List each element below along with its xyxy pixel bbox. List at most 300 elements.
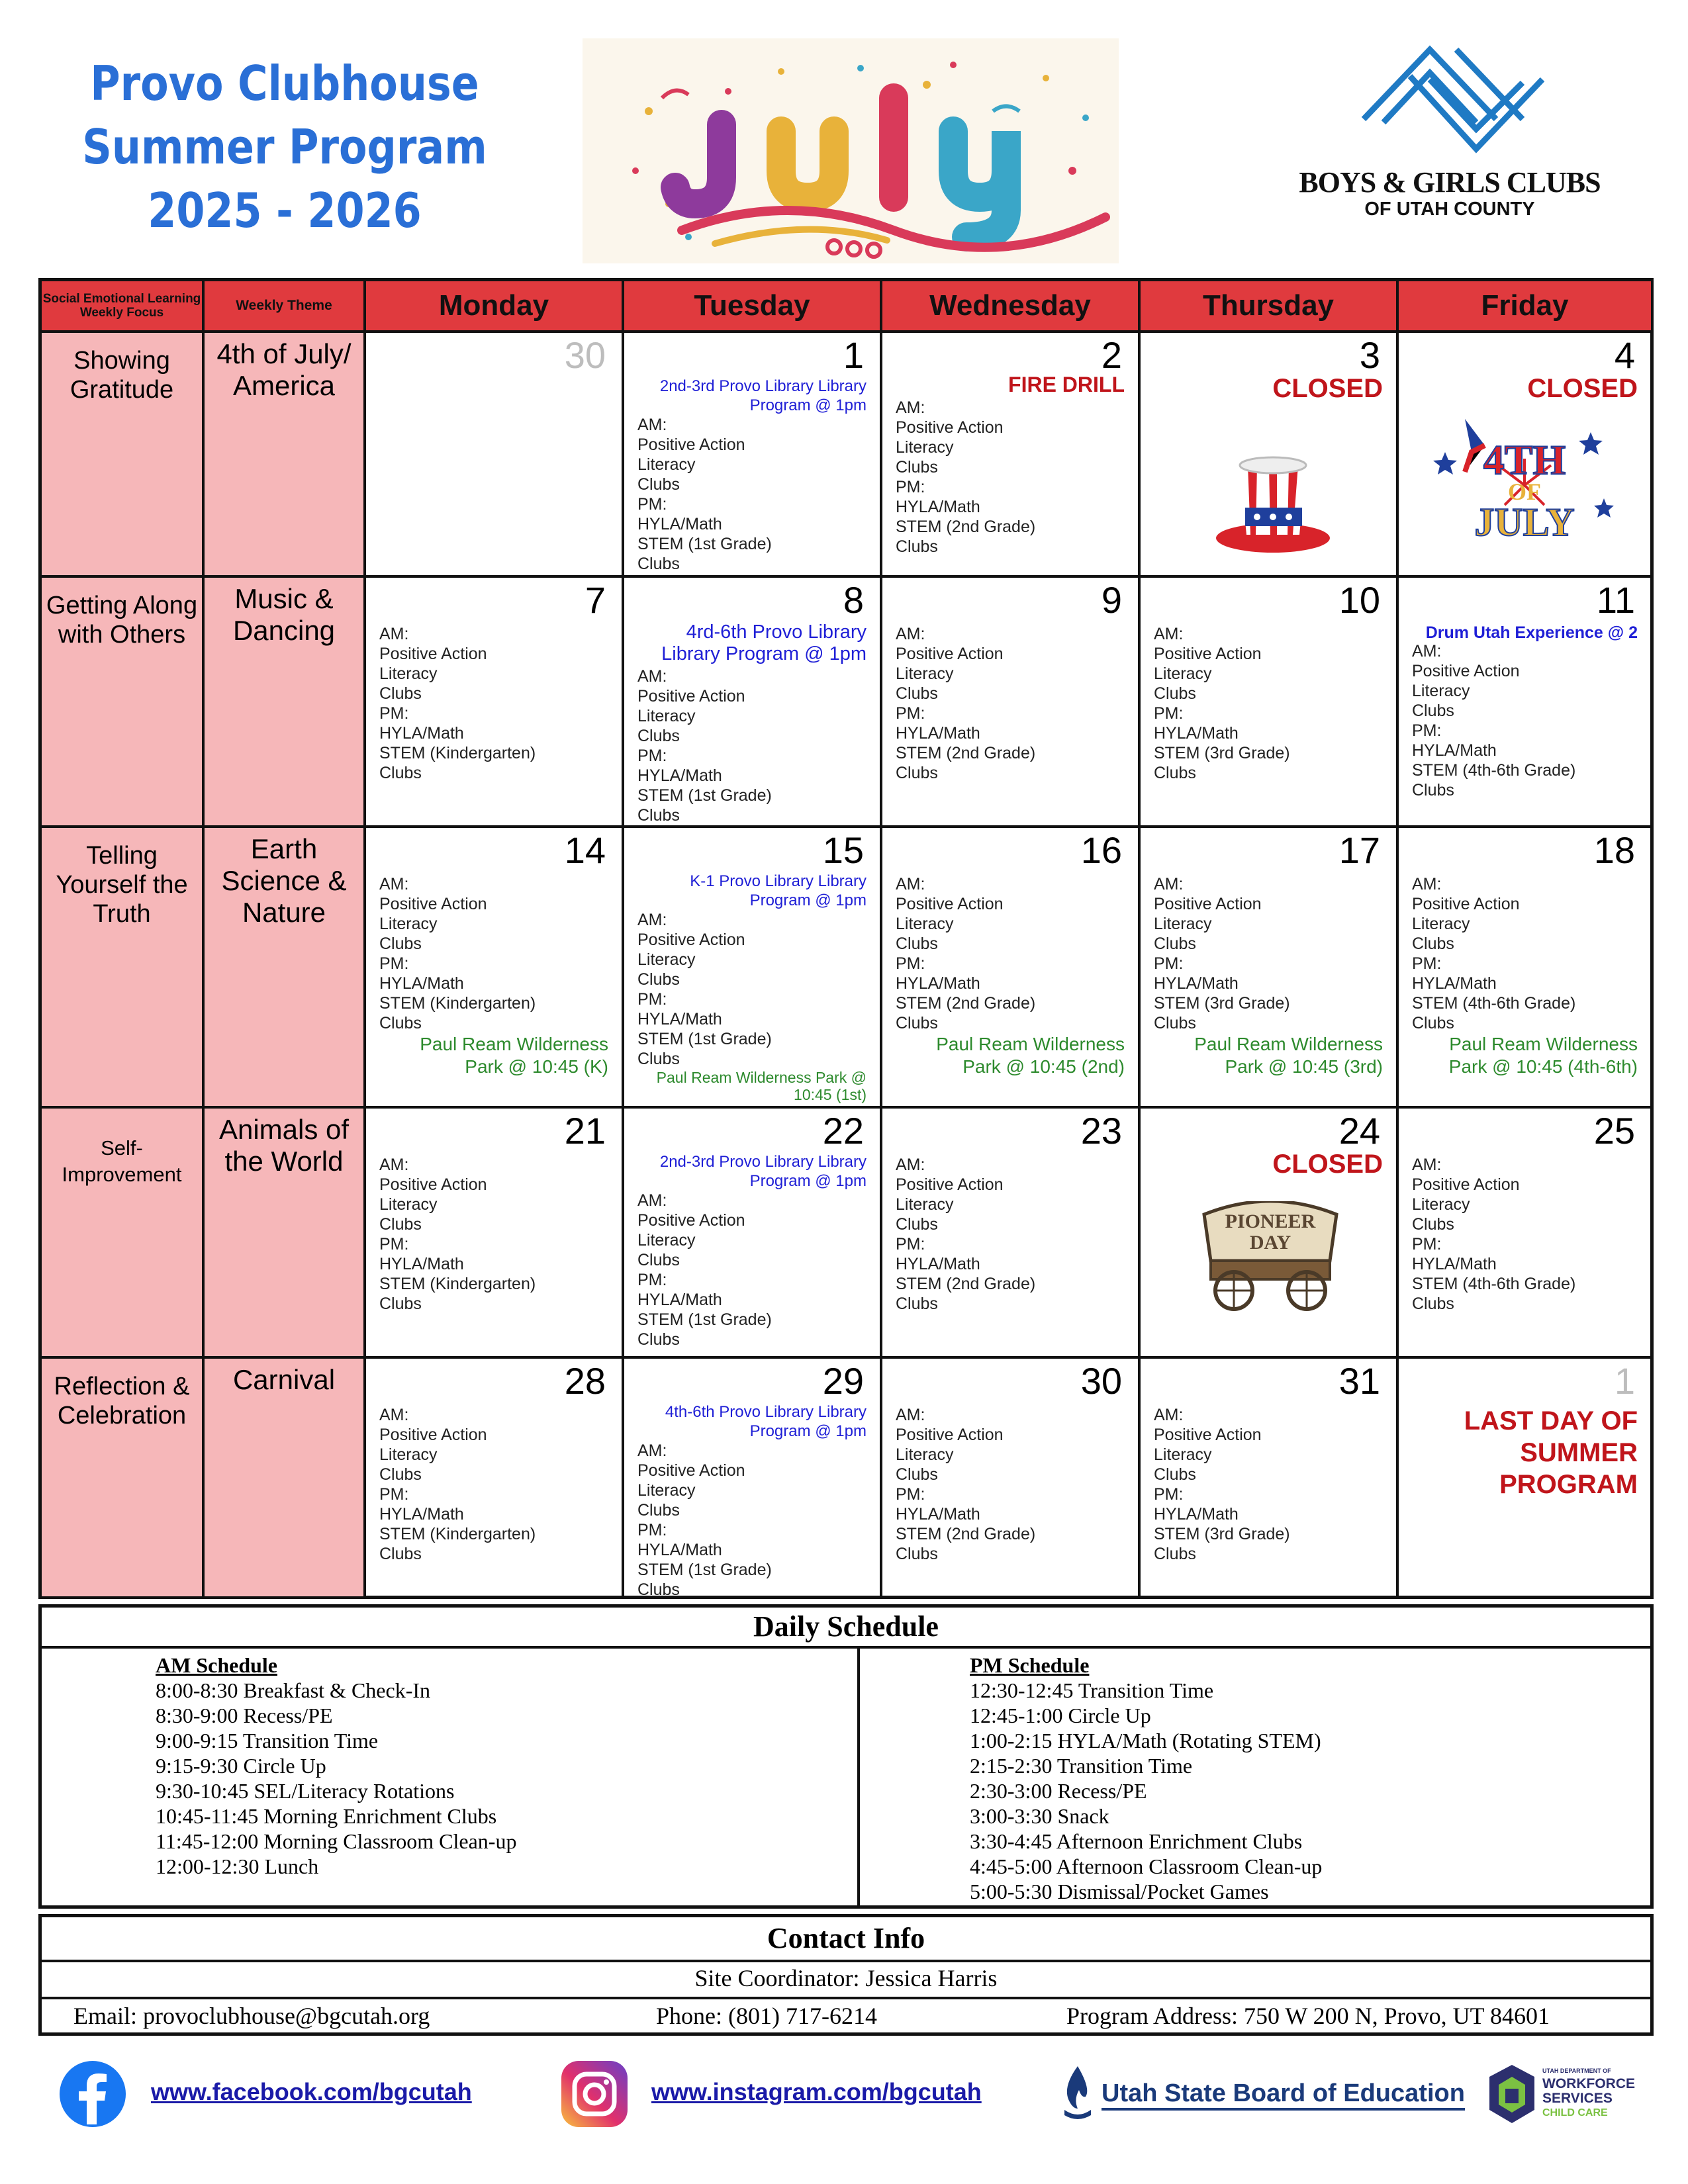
sel-focus-cell: Reflection & Celebration [42, 1359, 205, 1599]
activity-line: PM: [896, 1485, 925, 1504]
activity-line: HYLA/Math [637, 1541, 722, 1559]
activity-line: Clubs [896, 1014, 938, 1032]
activity-line: STEM (2nd Grade) [896, 994, 1036, 1013]
day-number: 28 [564, 1360, 606, 1402]
activity-line: PM: [379, 1235, 409, 1253]
am-schedule-item: 9:30-10:45 SEL/Literacy Rotations [156, 1779, 455, 1803]
pm-schedule-item: 3:00-3:30 Snack [970, 1804, 1109, 1828]
park-trip-note: Paul Ream Wilderness Park @ 10:45 (3rd) [1194, 1034, 1383, 1077]
activity-line: Positive Action [637, 687, 745, 705]
day-cell[interactable] [624, 578, 882, 828]
day-cell[interactable] [366, 1109, 624, 1359]
day-number: 1 [843, 334, 864, 376]
activity-line: PM: [637, 1521, 667, 1539]
activity-line: Positive Action [637, 1461, 745, 1480]
activity-list [896, 624, 1035, 783]
day-cell[interactable] [882, 1109, 1141, 1359]
activity-line: PM: [637, 747, 667, 765]
activity-line: Positive Action [896, 645, 1004, 663]
activity-line: STEM (1st Grade) [637, 535, 772, 553]
activity-line: Positive Action [379, 1426, 487, 1444]
activity-line: Literacy [379, 664, 438, 683]
sel-focus-cell: Showing Gratitude [42, 333, 205, 578]
title-line-3: 2025 - 2026 [148, 183, 422, 238]
day-cell[interactable] [624, 333, 882, 578]
pm-schedule-item: 4:45-5:00 Afternoon Classroom Clean-up [970, 1854, 1323, 1878]
activity-line: HYLA/Math [1154, 1505, 1239, 1524]
dws-line-3: SERVICES [1542, 2091, 1613, 2106]
activity-line: Literacy [1412, 1195, 1470, 1214]
activity-line: Clubs [637, 1580, 680, 1599]
activity-line: HYLA/Math [1412, 741, 1497, 760]
pm-schedule-item: 2:15-2:30 Transition Time [970, 1754, 1193, 1778]
pm-schedule-item: 1:00-2:15 HYLA/Math (Rotating STEM) [970, 1729, 1321, 1752]
pm-schedule-title: PM Schedule [970, 1653, 1090, 1677]
activity-line: Positive Action [1154, 895, 1262, 913]
day-cell[interactable] [1399, 1359, 1654, 1599]
activity-line: PM: [1154, 1485, 1184, 1504]
am-schedule-item: 8:00-8:30 Breakfast & Check-In [156, 1678, 430, 1702]
schedule-divider [857, 1646, 860, 1907]
day-cell[interactable] [882, 1359, 1141, 1599]
activity-line: PM: [1154, 704, 1184, 723]
activity-list [896, 398, 1035, 557]
activity-line: Positive Action [1154, 645, 1262, 663]
event-note: CLOSED [1527, 374, 1638, 403]
day-number: 22 [822, 1110, 864, 1152]
day-number: 11 [1596, 579, 1635, 621]
wagon-art-line-1: PIONEER [1225, 1210, 1316, 1232]
pm-schedule-list [970, 1678, 1322, 1904]
am-schedule-item: 10:45-11:45 Morning Enrichment Clubs [156, 1804, 497, 1828]
activity-line: STEM (3rd Grade) [1154, 994, 1290, 1013]
dws-line-4: CHILD CARE [1542, 2107, 1608, 2118]
activity-line: Clubs [1412, 1014, 1454, 1032]
activity-list [379, 1155, 536, 1314]
activity-line: HYLA/Math [896, 974, 980, 993]
day-cell[interactable] [624, 1109, 882, 1359]
activity-line: STEM (Kindergarten) [379, 1275, 536, 1293]
title-line-1: Provo Clubhouse [90, 56, 479, 111]
event-note: 4th-6th Provo Library Library Program @ 1pm [665, 1403, 867, 1440]
facebook-icon[interactable] [58, 2060, 127, 2128]
activity-line: AM: [1154, 1406, 1184, 1424]
day-cell[interactable] [1141, 1359, 1399, 1599]
activity-line: AM: [637, 1191, 667, 1210]
activity-line: Literacy [637, 707, 696, 725]
activity-line: STEM (4th-6th Grade) [1412, 994, 1576, 1013]
am-schedule-list [156, 1678, 516, 1879]
day-number: 4 [1614, 334, 1635, 376]
activity-line: PM: [637, 990, 667, 1009]
activity-line: AM: [637, 911, 667, 929]
activity-line: Clubs [1412, 934, 1454, 953]
activity-line: STEM (2nd Grade) [896, 1275, 1036, 1293]
activity-line: STEM (1st Grade) [637, 786, 772, 805]
activity-list [637, 415, 772, 574]
pm-schedule-item: 3:30-4:45 Afternoon Enrichment Clubs [970, 1829, 1303, 1853]
site-coordinator: Site Coordinator: Jessica Harris [42, 1960, 1650, 1999]
activity-line: Clubs [379, 1215, 422, 1234]
activity-list [1412, 874, 1575, 1033]
pm-schedule-item: 12:45-1:00 Circle Up [970, 1704, 1151, 1727]
weekly-theme-cell: Earth Science & Nature [205, 828, 366, 1109]
calendar-grid [38, 278, 1654, 1599]
weekly-theme-cell: Music & Dancing [205, 578, 366, 828]
activity-line: Literacy [637, 950, 696, 969]
activity-line: STEM (Kindergarten) [379, 744, 536, 762]
activity-line: PM: [896, 954, 925, 973]
activity-line: Clubs [637, 1251, 680, 1269]
day-number: 24 [1338, 1110, 1380, 1152]
dws-line-2: WORKFORCE [1542, 2076, 1635, 2091]
fourth-art-line-3: JULY [1474, 500, 1575, 544]
day-cell[interactable] [1141, 828, 1399, 1109]
activity-line: Positive Action [896, 418, 1004, 437]
activity-line: STEM (4th-6th Grade) [1412, 761, 1576, 780]
event-note: 4rd-6th Provo Library Library Program @ 1pm [661, 621, 867, 664]
activity-line: STEM (1st Grade) [637, 1561, 772, 1579]
activity-line: Literacy [637, 1481, 696, 1500]
activity-line: Positive Action [1154, 1426, 1262, 1444]
am-schedule-item: 9:15-9:30 Circle Up [156, 1754, 326, 1778]
day-number: 8 [843, 579, 864, 621]
instagram-icon[interactable] [560, 2060, 629, 2128]
activity-line: Clubs [1154, 1465, 1196, 1484]
event-note: 2nd-3rd Provo Library Library Program @ 1pm [659, 377, 867, 414]
activity-line: Clubs [637, 555, 680, 573]
activity-list [637, 666, 772, 825]
activity-line: HYLA/Math [379, 724, 464, 743]
activity-line: Clubs [896, 458, 938, 477]
day-number: 2 [1101, 334, 1122, 376]
theme-column-header: Weekly Theme [205, 281, 366, 333]
activity-line: HYLA/Math [896, 724, 980, 743]
day-number: 9 [1101, 579, 1122, 621]
activity-line: Clubs [1154, 1545, 1196, 1563]
activity-line: Positive Action [1412, 895, 1520, 913]
activity-line: Positive Action [637, 435, 745, 454]
activity-line: Clubs [1412, 1215, 1454, 1234]
activity-line: Clubs [637, 1501, 680, 1520]
event-note: K-1 Provo Library Library Program @ 1pm [690, 872, 867, 909]
activity-line: STEM (2nd Grade) [896, 518, 1036, 536]
fourth-art-line-2: OF [1508, 478, 1541, 505]
activity-line: Literacy [896, 1195, 954, 1214]
activity-line: PM: [379, 1485, 409, 1504]
activity-line: Clubs [379, 1295, 422, 1313]
activity-line: AM: [1412, 875, 1442, 893]
activity-line: Literacy [1154, 1445, 1212, 1464]
activity-line: PM: [379, 704, 409, 723]
activity-line: AM: [379, 875, 409, 893]
activity-line: Positive Action [896, 1175, 1004, 1194]
day-cell[interactable] [1141, 1109, 1399, 1359]
activity-line: PM: [637, 1271, 667, 1289]
usbe-flame-icon [1059, 2064, 1096, 2123]
activity-list [379, 1405, 536, 1564]
activity-line: Clubs [379, 1014, 422, 1032]
activity-line: Clubs [637, 727, 680, 745]
activity-line: Clubs [637, 1050, 680, 1068]
activity-list [1154, 1405, 1290, 1564]
sel-focus-cell: Telling Yourself the Truth [42, 828, 205, 1109]
activity-line: Positive Action [1412, 662, 1520, 680]
activity-line: AM: [637, 667, 667, 686]
activity-line: AM: [379, 1406, 409, 1424]
activity-line: HYLA/Math [637, 766, 722, 785]
activity-line: STEM (1st Grade) [637, 1310, 772, 1329]
activity-line: AM: [1154, 875, 1184, 893]
activity-list [637, 1191, 772, 1349]
daily-schedule-box [38, 1604, 1654, 1909]
activity-line: Literacy [379, 1445, 438, 1464]
activity-line: Clubs [1154, 1014, 1196, 1032]
day-cell[interactable] [366, 828, 624, 1109]
am-schedule-item: 11:45-12:00 Morning Classroom Clean-up [156, 1829, 517, 1853]
activity-line: Clubs [379, 1545, 422, 1563]
instagram-link[interactable]: www.instagram.com/bgcutah [651, 2078, 982, 2105]
contact-phone[interactable]: Phone: (801) 717-6214 [656, 2003, 877, 2029]
activity-line: HYLA/Math [379, 974, 464, 993]
day-number: 30 [1080, 1360, 1122, 1402]
activity-line: Literacy [637, 1231, 696, 1250]
day-number: 30 [564, 334, 606, 376]
activity-line: STEM (4th-6th Grade) [1412, 1275, 1576, 1293]
activity-line: Clubs [1154, 764, 1196, 782]
activity-line: AM: [1154, 625, 1184, 643]
activity-line: HYLA/Math [1412, 974, 1497, 993]
activity-line: STEM (2nd Grade) [896, 744, 1036, 762]
wagon-art-line-2: DAY [1249, 1232, 1291, 1253]
activity-line: PM: [637, 495, 667, 514]
activity-line: Literacy [1154, 915, 1212, 933]
activity-line: Clubs [1412, 781, 1454, 799]
activity-line: Positive Action [637, 931, 745, 949]
day-cell[interactable] [624, 1359, 882, 1599]
day-cell[interactable] [1399, 1109, 1654, 1359]
july-banner-art [583, 38, 1119, 263]
activity-line: Positive Action [379, 1175, 487, 1194]
fourth-art-line-1: 4TH [1483, 436, 1566, 483]
title-line-2: Summer Program [82, 119, 487, 175]
sel-focus-cell: Self-Improvement [42, 1109, 205, 1359]
am-schedule-item: 12:00-12:30 Lunch [156, 1854, 319, 1878]
day-cell[interactable] [1141, 578, 1399, 828]
weekly-theme-cell: Animals of the World [205, 1109, 366, 1359]
am-schedule [156, 1653, 516, 1879]
activity-line: AM: [896, 625, 925, 643]
sel-focus-cell: Getting Along with Others [42, 578, 205, 828]
activity-line: Clubs [1412, 702, 1454, 720]
day-cell[interactable] [1399, 578, 1654, 828]
activity-line: PM: [896, 704, 925, 723]
event-note: LAST DAY OF SUMMER PROGRAM [1464, 1406, 1638, 1499]
am-schedule-item: 9:00-9:15 Transition Time [156, 1729, 379, 1752]
activity-line: HYLA/Math [1154, 724, 1239, 743]
event-note: FIRE DRILL [1008, 373, 1125, 396]
day-cell[interactable] [882, 578, 1141, 828]
activity-line: AM: [637, 416, 667, 434]
program-address: Program Address: 750 W 200 N, Provo, UT 84601 [1066, 2003, 1550, 2029]
day-number: 15 [822, 829, 864, 871]
weekly-theme-cell: 4th of July/ America [205, 333, 366, 578]
activity-line: HYLA/Math [896, 1255, 980, 1273]
org-name: BOYS & GIRLS CLUBS [1299, 166, 1601, 199]
day-number: 21 [564, 1110, 606, 1152]
park-trip-note: Paul Ream Wilderness Park @ 10:45 (4th-6th) [1448, 1034, 1638, 1077]
activity-line: AM: [1412, 642, 1442, 660]
activity-line: STEM (3rd Grade) [1154, 744, 1290, 762]
day-cell[interactable] [1141, 333, 1399, 578]
activity-line: HYLA/Math [379, 1505, 464, 1524]
day-cell[interactable] [366, 578, 624, 828]
activity-line: AM: [379, 625, 409, 643]
day-cell[interactable] [1399, 828, 1654, 1109]
activity-line: STEM (2nd Grade) [896, 1525, 1036, 1543]
day-number: 14 [564, 829, 606, 871]
activity-list [896, 1155, 1035, 1314]
day-number: 3 [1359, 334, 1380, 376]
activity-line: Clubs [379, 684, 422, 703]
day-number: 7 [585, 579, 606, 621]
activity-list [1154, 874, 1290, 1033]
activity-list [1154, 624, 1290, 783]
day-cell[interactable] [366, 1359, 624, 1599]
activity-line: PM: [896, 1235, 925, 1253]
facebook-link[interactable]: www.facebook.com/bgcutah [151, 2078, 472, 2105]
activity-list [1412, 641, 1575, 800]
activity-line: AM: [379, 1156, 409, 1174]
day-cell[interactable] [882, 333, 1141, 578]
activity-list [1412, 1155, 1575, 1314]
day-column-header: Friday [1399, 281, 1654, 333]
park-trip-note: Paul Ream Wilderness Park @ 10:45 (2nd) [936, 1034, 1125, 1077]
day-number: 23 [1080, 1110, 1122, 1152]
activity-line: HYLA/Math [896, 1505, 980, 1524]
day-number: 17 [1338, 829, 1380, 871]
activity-line: PM: [1412, 954, 1442, 973]
org-subtitle: OF UTAH COUNTY [1364, 199, 1535, 220]
day-number: 1 [1614, 1360, 1635, 1402]
activity-line: Clubs [637, 806, 680, 825]
activity-line: PM: [1412, 721, 1442, 740]
pm-schedule-item: 12:30-12:45 Transition Time [970, 1678, 1214, 1702]
am-schedule-title: AM Schedule [156, 1653, 277, 1677]
usbe-logo-text: Utah State Board of Education [1102, 2079, 1465, 2111]
activity-line: Literacy [379, 915, 438, 933]
weekly-theme-cell: Carnival [205, 1359, 366, 1599]
day-cell[interactable] [366, 333, 624, 578]
dws-line-1: UTAH DEPARTMENT OF [1542, 2068, 1611, 2074]
day-column-header: Thursday [1141, 281, 1399, 333]
day-cell[interactable] [624, 828, 882, 1109]
activity-line: Clubs [896, 1545, 938, 1563]
activity-line: Clubs [1154, 934, 1196, 953]
day-column-header: Wednesday [882, 281, 1141, 333]
pm-schedule-item: 2:30-3:00 Recess/PE [970, 1779, 1147, 1803]
day-number: 25 [1593, 1110, 1635, 1152]
day-column-header: Tuesday [624, 281, 882, 333]
activity-line: Positive Action [379, 645, 487, 663]
uncle-sam-hat-icon [1213, 439, 1333, 558]
day-number: 10 [1338, 579, 1380, 621]
activity-line: STEM (Kindergarten) [379, 994, 536, 1013]
activity-line: Positive Action [896, 1426, 1004, 1444]
event-note: Drum Utah Experience @ 2 [1425, 623, 1638, 642]
activity-list [379, 874, 536, 1033]
activity-line: STEM (Kindergarten) [379, 1525, 536, 1543]
day-cell[interactable] [882, 828, 1141, 1109]
activity-line: AM: [896, 398, 925, 417]
day-cell[interactable] [1399, 333, 1654, 578]
event-note: CLOSED [1272, 374, 1383, 403]
activity-line: HYLA/Math [637, 1010, 722, 1028]
activity-line: Clubs [1412, 1295, 1454, 1313]
activity-line: Clubs [896, 684, 938, 703]
pioneer-day-wagon-icon [1197, 1201, 1343, 1314]
activity-list [896, 1405, 1035, 1564]
activity-line: HYLA/Math [637, 515, 722, 533]
activity-line: Literacy [1412, 915, 1470, 933]
activity-line: Clubs [379, 934, 422, 953]
fourth-of-july-icon [1425, 406, 1624, 558]
activity-line: Clubs [637, 1330, 680, 1349]
activity-line: Positive Action [379, 895, 487, 913]
activity-line: Clubs [379, 1465, 422, 1484]
activity-line: Literacy [637, 455, 696, 474]
activity-line: HYLA/Math [1412, 1255, 1497, 1273]
activity-line: Clubs [896, 1215, 938, 1234]
activity-list [637, 1441, 772, 1600]
contact-email[interactable]: Email: provoclubhouse@bgcutah.org [73, 2003, 430, 2029]
activity-line: AM: [637, 1441, 667, 1460]
activity-line: HYLA/Math [637, 1291, 722, 1309]
activity-list [637, 910, 772, 1069]
activity-line: HYLA/Math [896, 498, 980, 516]
activity-line: Clubs [896, 1465, 938, 1484]
day-number: 31 [1338, 1360, 1380, 1402]
day-column-header: Monday [366, 281, 624, 333]
activity-line: Clubs [896, 1295, 938, 1313]
activity-line: Literacy [896, 664, 954, 683]
contact-info-box [38, 1914, 1654, 2036]
activity-line: Clubs [637, 970, 680, 989]
activity-line: Clubs [896, 537, 938, 556]
activity-line: PM: [1154, 954, 1184, 973]
pm-schedule-item: 5:00-5:30 Dismissal/Pocket Games [970, 1880, 1269, 1903]
activity-line: Literacy [1154, 664, 1212, 683]
am-schedule-item: 8:30-9:00 Recess/PE [156, 1704, 333, 1727]
activity-line: Clubs [896, 764, 938, 782]
activity-line: Positive Action [896, 895, 1004, 913]
activity-line: STEM (1st Grade) [637, 1030, 772, 1048]
activity-line: HYLA/Math [379, 1255, 464, 1273]
activity-line: AM: [896, 1156, 925, 1174]
dws-shield-icon [1485, 2062, 1538, 2126]
activity-line: PM: [379, 954, 409, 973]
day-number: 29 [822, 1360, 864, 1402]
contact-title: Contact Info [42, 1917, 1650, 1962]
activity-line: PM: [896, 478, 925, 496]
event-note: 2nd-3rd Provo Library Library Program @ 1pm [659, 1153, 867, 1190]
activity-list [896, 874, 1035, 1033]
activity-line: Literacy [1412, 682, 1470, 700]
activity-line: Clubs [1154, 684, 1196, 703]
activity-line: Clubs [896, 934, 938, 953]
activity-line: PM: [1412, 1235, 1442, 1253]
activity-line: Clubs [637, 475, 680, 494]
